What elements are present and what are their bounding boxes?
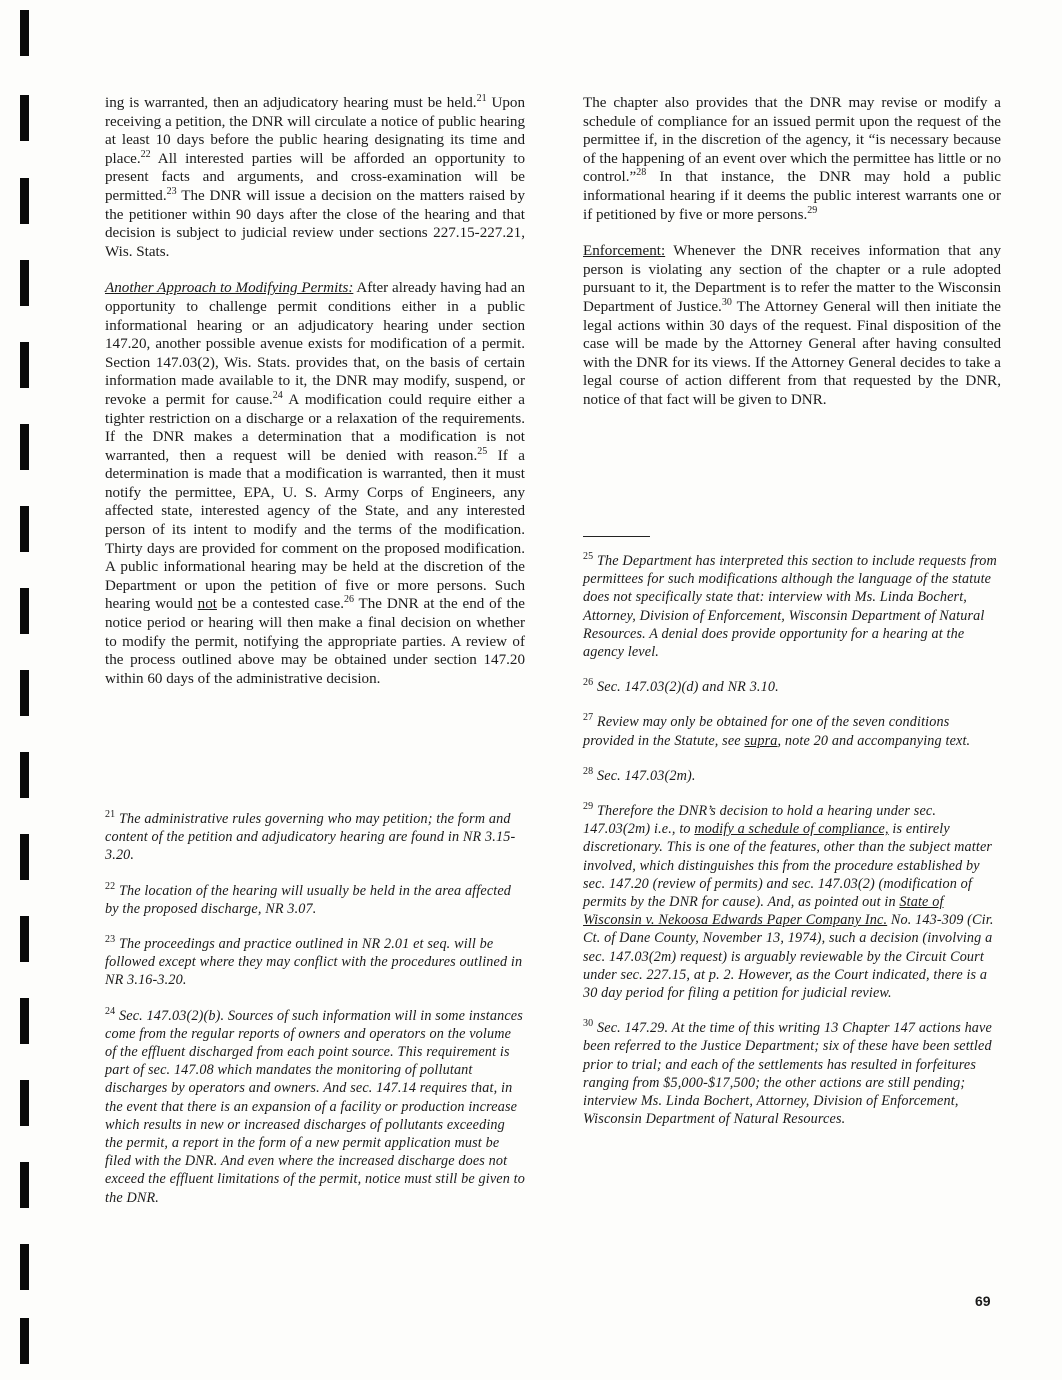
binding-mark <box>20 1080 29 1126</box>
footnote-ref: 26 <box>343 594 354 606</box>
binding-mark <box>20 670 29 716</box>
binding-mark <box>20 424 29 470</box>
binding-mark <box>20 1162 29 1208</box>
binding-mark <box>20 95 29 141</box>
binding-mark <box>20 10 29 56</box>
footnote: $^{29}$ Therefore the DNR’s decision to hold a hearing under sec. 147.03(2m) i.e., to modify a schedule of compliance, is entirely discretionary. This is one of the features, other than the subject matter involved, which distinguishes this from the procedure established by sec. 147.20 (review of permits) and sec. 147.03(2) (modification of permits by the DNR for cause). And, as pointed out in State of Wisconsin v. Nekoosa Edwards Paper Company Inc. No. 143-309 (Cir. Ct. of Dane County, November 13, 1974), such a decision (involving a sec. 147.03(2m) request) is arguably reviewable by the Circuit Court under sec. 227.15, at p. 2. However, as the Court indicated, there is a 30 day period for filing a petition for judicial review. <box>583 801 994 1002</box>
page-number: 69 <box>975 1293 991 1309</box>
underlined-phrase: modify a schedule of compliance, <box>694 821 889 838</box>
footnote-ref: 21 <box>476 93 487 104</box>
binding-mark <box>20 506 29 552</box>
right-column <box>583 94 1001 410</box>
footnote: $^{26}$ Sec. 147.03(2)(d) and NR 3.10. <box>583 677 779 696</box>
footnote-separator <box>583 536 650 537</box>
body-paragraph: Another Approach to Modifying Permits: After already having had an opportunity to challenge permit conditions either in a public informational hearing or an adjudicatory hearing under section 147.20, another possible avenue exists for modification of a permit. Section 147.03(2), Wis. Stats. provides that, on the basis of certain information made available to it, the DNR may modify, suspend, or revoke a permit for cause.$^{24}$ A modification could require either a tighter restriction on a discharge or a relaxation of the requirements. If the DNR makes a determination that a modification is not warranted, then a request will be denied with reason.$^{25}$ If a determination is made that a modification is warranted, then it must notify the permittee, EPA, U. S. Army Corps of Engineers, any affected state, interested agency of the State, and any interested person of its intent to modify and the terms of the modification. Thirty days are provided for comment on the proposed modification. A public informational hearing may be held at the discretion of the Department or upon the petition of five or more persons. Such hearing would not be a contested case.$^{26}$ The DNR at the end of the notice period or hearing will then make a final decision on whether to modify the permit, notifying the appropriate parties. A review of the process outlined above may be obtained under section 147.20 within 60 days of the administrative decision. <box>105 280 525 687</box>
supra-ref: supra <box>744 732 778 749</box>
footnote: $^{23}$ The proceedings and practice outlined in NR 2.01 et seq. will be followed except where they may conflict with the procedures outlined in NR 3.16-3.20. <box>105 934 523 989</box>
binding-mark <box>20 998 29 1044</box>
section-heading: Enforcement: <box>583 243 666 260</box>
binding-mark <box>20 1318 29 1364</box>
left-column <box>105 94 525 688</box>
binding-mark <box>20 342 29 388</box>
footnote-ref: 29 <box>807 204 818 216</box>
body-paragraph: The chapter also provides that the DNR may revise or modify a schedule of compliance for an issued permit upon the request of the permittee if, in the discretion of the agency, it “is necessary because of the happening of an event over which the permittee has little or no control.”$^{28}$ In that instance, the DNR may hold a public informational hearing if it deems the public interest warrants one or if petitioned by five or more persons.$^{29}$ <box>583 95 1001 223</box>
right-footnotes <box>583 552 1001 1128</box>
binding-mark <box>20 916 29 962</box>
footnote-ref: 30 <box>721 296 732 308</box>
footnote-ref: 22 <box>140 148 151 160</box>
footnote: $^{21}$ The administrative rules governing who may petition; the form and content of the petition and adjudicatory hearing are found in NR 3.15-3.20. <box>105 809 516 864</box>
emphasis-not: not <box>197 596 217 613</box>
footnote: $^{24}$ Sec. 147.03(2)(b). Sources of such information will in some instances come from the regular reports of owners and operators on the volume of the effluent discharged from each point source. This requirement is part of sec. 147.08 which mandates the monitoring of pollutant discharges by operators and owners. And sec. 147.14 requires that, in the event that there is an expansion of a facility or production increase which results in new or increased discharges of pollutants exceeding the permit, a report in the form of a new permit application must be filed with the DNR. And even where the increased discharge does not exceed the effluent limitations of the permit, notice must still be given to the DNR. <box>105 1005 525 1206</box>
binding-mark <box>20 588 29 634</box>
binding-mark <box>20 260 29 306</box>
footnote: $^{22}$ The location of the hearing will usually be held in the area affected by the proposed discharge, NR 3.07. <box>105 880 512 917</box>
binding-mark <box>20 834 29 880</box>
binding-mark <box>20 752 29 798</box>
body-paragraph: Enforcement: Whenever the DNR receives information that any person is violating any section of the chapter or a rule adopted pursuant to it, the Department is to refer the matter to the Wisconsin Department of Justice.$^{30}$ The Attorney General will then initiate the legal actions within 30 days of the request. Final disposition of the case will be made by the Attorney General after having consulted with the DNR for its views. If the Attorney General decides to take a legal course of action different from that requested by the DNR, notice of that fact will be given to DNR. <box>583 243 1001 408</box>
binding-mark <box>20 178 29 224</box>
footnote: $^{27}$ Review may only be obtained for one of the seven conditions provided in the Statute, see supra, note 20 and accompanying text. <box>583 712 971 749</box>
footnote: $^{30}$ Sec. 147.29. At the time of this writing 13 Chapter 147 actions have been referred to the Justice Department; six of these have been settled prior to trial; and each of the settlements has resulted in forfeitures ranging from $5,000-$17,500; the other actions are still pending; interview Ms. Linda Bochert, Attorney, Division of Enforcement, Wisconsin Department of Natural Resources. <box>583 1018 992 1128</box>
footnote: $^{28}$ Sec. 147.03(2m). <box>583 765 696 784</box>
binding-mark <box>20 1244 29 1290</box>
binding-marks <box>0 0 60 1380</box>
footnote-ref: 25 <box>477 445 488 457</box>
section-heading: Another Approach to Modifying Permits: <box>105 280 354 297</box>
footnote-ref: 23 <box>166 185 177 197</box>
left-footnotes <box>105 810 525 1207</box>
case-name: State of Wisconsin v. Nekoosa Edwards Paper Company Inc. <box>583 894 944 929</box>
footnote-ref: 24 <box>272 389 283 401</box>
body-paragraph: ing is warranted, then an adjudicatory hearing must be held.$^{21}$ Upon receiving a petition, the DNR will circulate a notice of public hearing at least 10 days before the public hearing designating its time and place.$^{22}$ All interested parties will be afforded an opportunity to present facts and arguments, and cross-examination will be permitted.$^{23}$ The DNR will issue a decision on the matters raised by the petitioner within 90 days after the close of the hearing and that decision is subject to judicial review under sections 227.15-227.21, Wis. Stats. <box>105 93 525 260</box>
footnote: $^{25}$ The Department has interpreted this section to include requests from permittees for such modifications although the language of the statute does not specifically state that: interview with Ms. Linda Bochert, Attorney, Division of Enforcement, Wisconsin Department of Natural Resources. A denial does provide opportunity for a hearing at the agency level. <box>583 551 997 661</box>
footnote-ref: 28 <box>636 167 647 179</box>
